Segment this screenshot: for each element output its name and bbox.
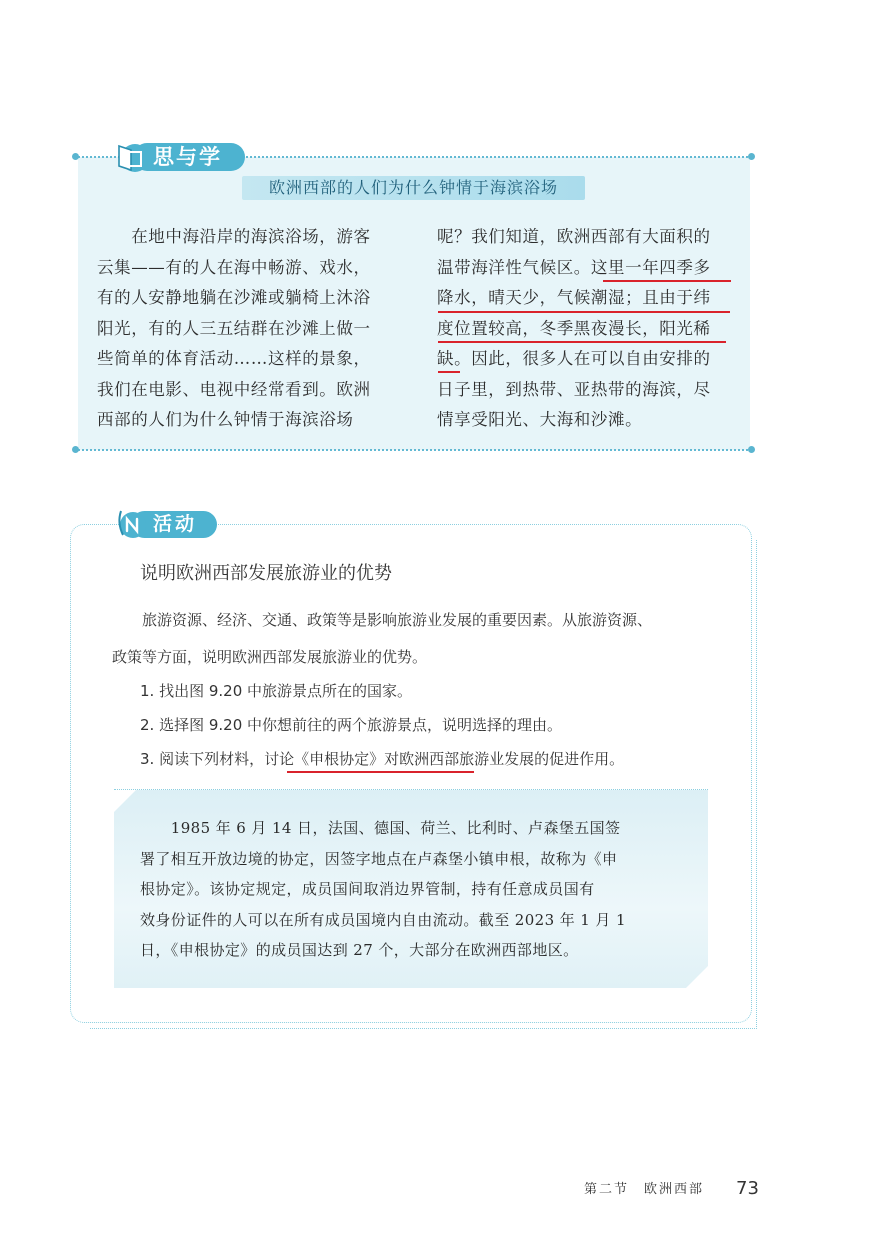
panel-dotted-edge (114, 789, 708, 790)
think-left-column (97, 222, 371, 436)
paragraph-line: 有的人安静地躺在沙滩或躺椅上沐浴 (97, 288, 371, 307)
red-underline (287, 771, 474, 773)
material-line: 效身份证件的人可以在所有成员国境内自由流动。截至 2023 年 1 月 1 (140, 910, 626, 929)
intro-line: 政策等方面，说明欧洲西部发展旅游业的优势。 (112, 648, 428, 666)
red-underline (438, 311, 730, 313)
paragraph-line: 阳光，有的人三五结群在沙滩上做一 (97, 318, 371, 338)
think-learn-header (115, 140, 245, 174)
running-footer: 第二节 欧洲西部 (584, 1182, 705, 1197)
paragraph-line: 日子里，到热带、亚热带的海滨，尽 (437, 379, 711, 399)
panel-corner-cut (686, 966, 708, 988)
material-text (140, 813, 680, 966)
rule-dot (72, 153, 79, 160)
activity-header (113, 505, 223, 541)
panel-corner-cut (114, 790, 136, 812)
activity-heading: 说明欧洲西部发展旅游业的优势 (140, 563, 392, 584)
rule-dot (748, 153, 755, 160)
paragraph-line: 温带海洋性气候区。这里一年四季多 (437, 257, 711, 277)
activity-icon (113, 505, 149, 541)
red-underline (438, 371, 460, 373)
think-learn-title: 思与学 (153, 145, 222, 169)
page-number: 73 (736, 1178, 759, 1199)
rule-dot (72, 446, 79, 453)
rule-dot (748, 446, 755, 453)
material-line: 日，《申根协定》的成员国达到 27 个，大部分在欧洲西部地区。 (140, 941, 579, 959)
paragraph-line: 在地中海沿岸的海滨浴场，游客 (97, 227, 371, 246)
paragraph-line: 云集——有的人在海中畅游、戏水， (97, 257, 371, 277)
paragraph-line: 降水，晴天少，气候潮湿；且由于纬 (437, 288, 711, 307)
paragraph-line: 些简单的体育活动……这样的景象， (97, 349, 371, 368)
red-underline (603, 280, 731, 282)
paragraph-line: 度位置较高，冬季黑夜漫长，阳光稀 (437, 318, 711, 338)
paragraph-line: 情享受阳光、大海和沙滩。 (437, 410, 643, 429)
paragraph-line: 缺。因此，很多人在可以自由安排的 (437, 349, 711, 368)
material-line: 1985 年 6 月 14 日，法国、德国、荷兰、比利时、卢森堡五国签 (140, 819, 621, 837)
intro-line: 旅游资源、经济、交通、政策等是影响旅游业发展的重要因素。从旅游资源、 (112, 611, 653, 629)
think-subtitle: 欧洲西部的人们为什么钟情于海滨浴场 (268, 178, 558, 197)
paragraph-line: 西部的人们为什么钟情于海滨浴场 (97, 410, 354, 429)
think-right-column (437, 222, 711, 436)
bottom-dotted-rule (78, 449, 752, 451)
activity-title: 活动 (153, 513, 198, 535)
activity-item: 3. 阅读下列材料，讨论《申根协定》对欧洲西部旅游业发展的促进作用。 (140, 750, 625, 768)
activity-item: 2. 选择图 9.20 中你想前往的两个旅游景点，说明选择的理由。 (140, 716, 563, 734)
activity-item: 1. 找出图 9.20 中旅游景点所在的国家。 (140, 682, 413, 700)
paragraph-line: 呢？我们知道，欧洲西部有大面积的 (437, 227, 711, 246)
red-underline (438, 341, 726, 343)
material-line: 署了相互开放边境的协定，因签字地点在卢森堡小镇申根，故称为《申 (140, 849, 618, 868)
material-line: 根协定》。该协定规定，成员国间取消边界管制，持有任意成员国有 (140, 880, 595, 898)
paragraph-line: 我们在电影、电视中经常看到。欧洲 (97, 379, 371, 399)
book-icon (115, 140, 149, 174)
